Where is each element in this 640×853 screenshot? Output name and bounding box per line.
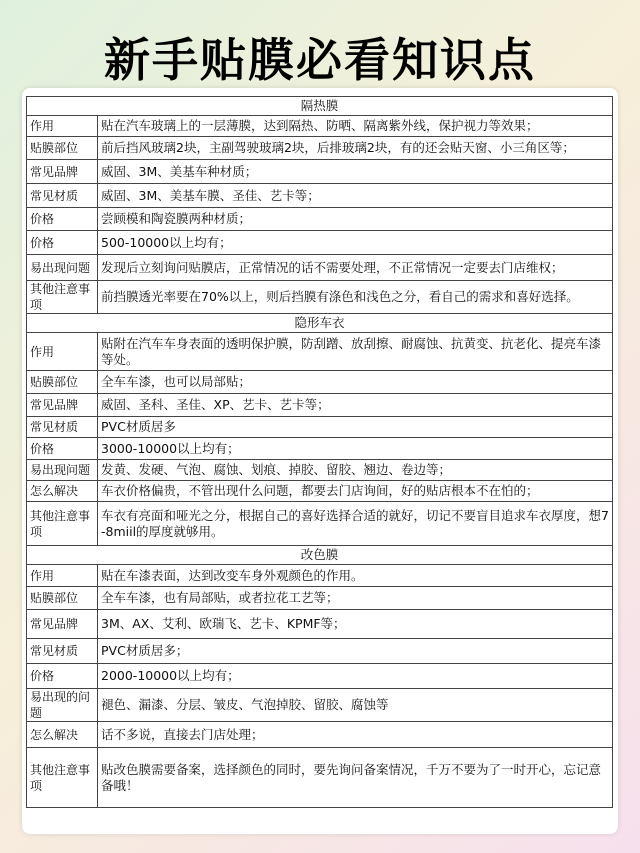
row-value: 贴附在汽车车身表面的透明保护膜，防刮蹭、放刮擦、耐腐蚀、抗黄变、抗老化、提亮车漆等处。 xyxy=(98,333,613,371)
row-value: PVC材质居多； xyxy=(98,639,613,664)
row-label: 贴膜部位 xyxy=(27,587,98,610)
row-label: 价格 xyxy=(27,438,98,460)
row-value: 全车车漆，也有局部贴，或者拉花工艺等； xyxy=(98,587,613,610)
row-label: 常见材质 xyxy=(27,184,98,208)
row-label: 贴膜部位 xyxy=(27,137,98,160)
row-value: 2000-10000以上均有； xyxy=(98,664,613,689)
row-value: 威固、3M、美基车膜、圣佳、艺卡等； xyxy=(98,184,613,208)
row-value: 威固、圣科、圣佳、XP、艺卡、艺卡等； xyxy=(98,394,613,417)
row-value: 发现后立刻询问贴膜店，正常情况的话不需要处理，不正常情况一定要去门店维权； xyxy=(98,255,613,281)
row-label: 易出现问题 xyxy=(27,460,98,481)
row-label: 怎么解决 xyxy=(27,722,98,748)
row-label: 其他注意事项 xyxy=(27,281,98,314)
row-value: 尝顾模和陶瓷膜两种材质； xyxy=(98,208,613,231)
row-label: 作用 xyxy=(27,565,98,587)
row-value: 3000-10000以上均有； xyxy=(98,438,613,460)
row-value: 贴改色膜需要备案，选择颜色的同时，要先询问备案情况，千万不要为了一时开心，忘记意备哦！ xyxy=(98,748,613,808)
row-value: 贴在汽车玻璃上的一层薄膜，达到隔热、防晒、隔离紫外线，保护视力等效果； xyxy=(98,116,613,137)
row-label: 其他注意事项 xyxy=(27,502,98,546)
row-value: 褪色、漏漆、分层、皱皮、气泡掉胶、留胶、腐蚀等 xyxy=(98,689,613,722)
row-label: 常见材质 xyxy=(27,639,98,664)
section-header: 改色膜 xyxy=(27,546,613,565)
row-value: 3M、AX、艾利、欧瑞飞、艺卡、KPMF等； xyxy=(98,610,613,639)
row-label: 易出现的问题 xyxy=(27,689,98,722)
row-value: 话不多说，直接去门店处理； xyxy=(98,722,613,748)
row-label: 其他注意事项 xyxy=(27,748,98,808)
row-value: 500-10000以上均有； xyxy=(98,231,613,255)
row-value: 前挡膜透光率要在70%以上，则后挡膜有涤色和浅色之分，看自己的需求和喜好选择。 xyxy=(98,281,613,314)
row-value: 全车车漆，也可以局部贴； xyxy=(98,371,613,394)
row-label: 常见品牌 xyxy=(27,610,98,639)
row-value: PVC材质居多 xyxy=(98,417,613,438)
row-label: 常见品牌 xyxy=(27,160,98,184)
page-title: 新手贴膜必看知识点 xyxy=(104,33,536,87)
row-value: 发黄、发硬、气泡、腐蚀、划痕、掉胶、留胶、翘边、卷边等； xyxy=(98,460,613,481)
row-label: 作用 xyxy=(27,116,98,137)
row-label: 作用 xyxy=(27,333,98,371)
row-label: 常见品牌 xyxy=(27,394,98,417)
section-header: 隔热膜 xyxy=(27,97,613,116)
knowledge-table xyxy=(26,96,613,808)
row-value: 车衣价格偏贵，不管出现什么问题，都要去门店询间，好的贴店根本不在怕的； xyxy=(98,481,613,502)
row-label: 怎么解决 xyxy=(27,481,98,502)
row-label: 价格 xyxy=(27,231,98,255)
row-value: 贴在车漆表面，达到改变车身外观颜色的作用。 xyxy=(98,565,613,587)
row-label: 常见材质 xyxy=(27,417,98,438)
row-label: 价格 xyxy=(27,208,98,231)
row-label: 贴膜部位 xyxy=(27,371,98,394)
row-value: 威固、3M、美基车种材质； xyxy=(98,160,613,184)
row-value: 车衣有亮面和哑光之分，根据自己的喜好选择合适的就好，切记不要盲目追求车衣厚度，想7-8miil的厚度就够用。 xyxy=(98,502,613,546)
row-label: 价格 xyxy=(27,664,98,689)
row-label: 易出现问题 xyxy=(27,255,98,281)
section-header: 隐形车衣 xyxy=(27,314,613,333)
row-value: 前后挡风玻璃2块，主副驾驶玻璃2块，后排玻璃2块，有的还会贴天窗、小三角区等； xyxy=(98,137,613,160)
